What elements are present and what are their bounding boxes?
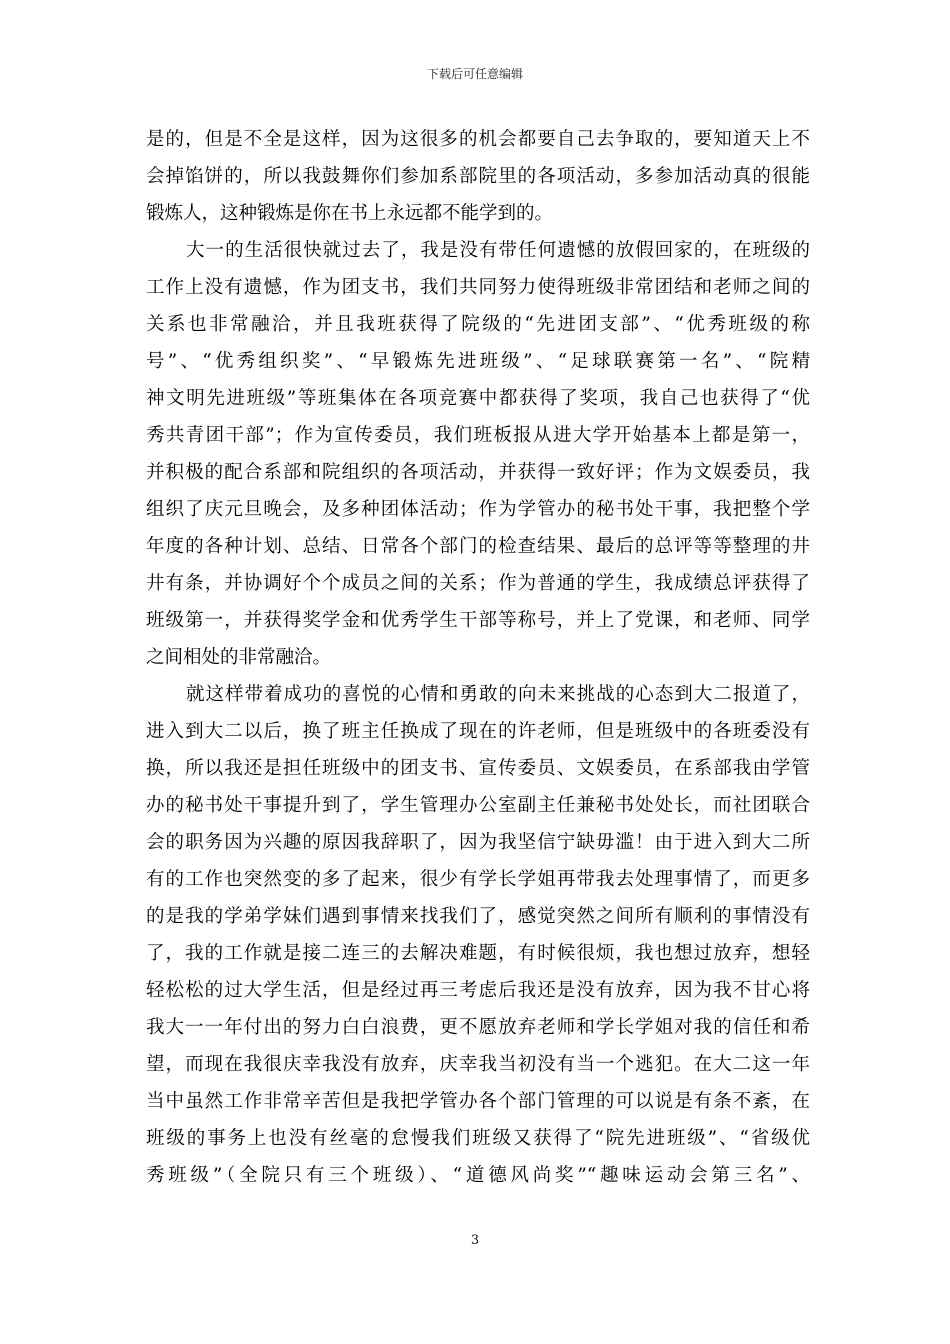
text-line: 井有条，并协调好个个成员之间的关系；作为普通的学生，我成绩总评获得了 <box>146 573 810 594</box>
text-line: 号”、“优秀组织奖”、“早锻炼先进班级”、“足球联赛第一名”、“院精 <box>146 351 810 372</box>
header-note: 下载后可任意编辑 <box>426 67 523 81</box>
text-line: 神文明先进班级”等班集体在各项竞赛中都获得了奖项，我自己也获得了“优 <box>146 388 810 409</box>
text-line: 组织了庆元旦晚会，及多种团体活动；作为学管办的秘书处干事，我把整个学 <box>146 499 810 520</box>
text-line: 换，所以我还是担任班级中的团支书、宣传委员、文娱委员，在系部我由学管 <box>146 758 810 779</box>
text-line: 会掉馅饼的，所以我鼓舞你们参加系部院里的各项活动，多参加活动真的很能 <box>146 166 810 187</box>
text-line: 关系也非常融洽，并且我班获得了院级的“先进团支部”、“优秀班级的称 <box>146 314 810 335</box>
text-line: 是的，但是不全是这样，因为这很多的机会都要自己去争取的，要知道天上不 <box>146 129 810 150</box>
text-line: 秀班级”（全院只有三个班级）、“道德风尚奖”“趣味运动会第三名”、 <box>146 1165 810 1186</box>
text-line: 望，而现在我很庆幸我没有放弃，庆幸我当初没有当一个逃犯。在大二这一年 <box>146 1054 810 1075</box>
text-line: 当中虽然工作非常辛苦但是我把学管办各个部门管理的可以说是有条不紊，在 <box>146 1091 810 1112</box>
text-line: 轻松松的过大学生活，但是经过再三考虑后我还是没有放弃，因为我不甘心将 <box>146 980 810 1001</box>
text-line: 锻炼人，这种锻炼是你在书上永远都不能学到的。 <box>146 203 554 224</box>
text-line: 大一的生活很快就过去了，我是没有带任何遗憾的放假回家的，在班级的 <box>186 240 810 261</box>
text-line: 工作上没有遗憾，作为团支书，我们共同努力使得班级非常团结和老师之间的 <box>146 277 810 298</box>
text-line: 班级第一，并获得奖学金和优秀学生干部等称号，并上了党课，和老师、同学 <box>146 610 810 631</box>
text-line: 我大一一年付出的努力白白浪费，更不愿放弃老师和学长学姐对我的信任和希 <box>146 1017 810 1038</box>
text-line: 之间相处的非常融洽。 <box>146 647 332 668</box>
page-number: 3 <box>470 1233 480 1248</box>
text-line: 有的工作也突然变的多了起来，很少有学长学姐再带我去处理事情了，而更多 <box>146 869 810 890</box>
text-line: 班级的事务上也没有丝毫的怠慢我们班级又获得了“院先进班级”、“省级优 <box>146 1128 810 1149</box>
text-line: 会的职务因为兴趣的原因我辞职了，因为我坚信宁缺毋滥！由于进入到大二所 <box>146 832 810 853</box>
text-line: 就这样带着成功的喜悦的心情和勇敢的向未来挑战的心态到大二报道了， <box>186 684 810 705</box>
text-line: 进入到大二以后，换了班主任换成了现在的许老师，但是班级中的各班委没有 <box>146 721 810 742</box>
text-line: 并积极的配合系部和院组织的各项活动，并获得一致好评；作为文娱委员，我 <box>146 462 810 483</box>
text-line: 办的秘书处干事提升到了，学生管理办公室副主任兼秘书处处长，而社团联合 <box>146 795 810 816</box>
body-text <box>146 121 810 1194</box>
text-line: 秀共青团干部”；作为宣传委员，我们班板报从进大学开始基本上都是第一， <box>146 425 810 446</box>
text-line: 年度的各种计划、总结、日常各个部门的检查结果、最后的总评等等整理的井 <box>146 536 810 557</box>
text-line: 了，我的工作就是接二连三的去解决难题，有时候很烦，我也想过放弃，想轻 <box>146 943 810 964</box>
text-line: 的是我的学弟学妹们遇到事情来找我们了，感觉突然之间所有顺利的事情没有 <box>146 906 810 927</box>
